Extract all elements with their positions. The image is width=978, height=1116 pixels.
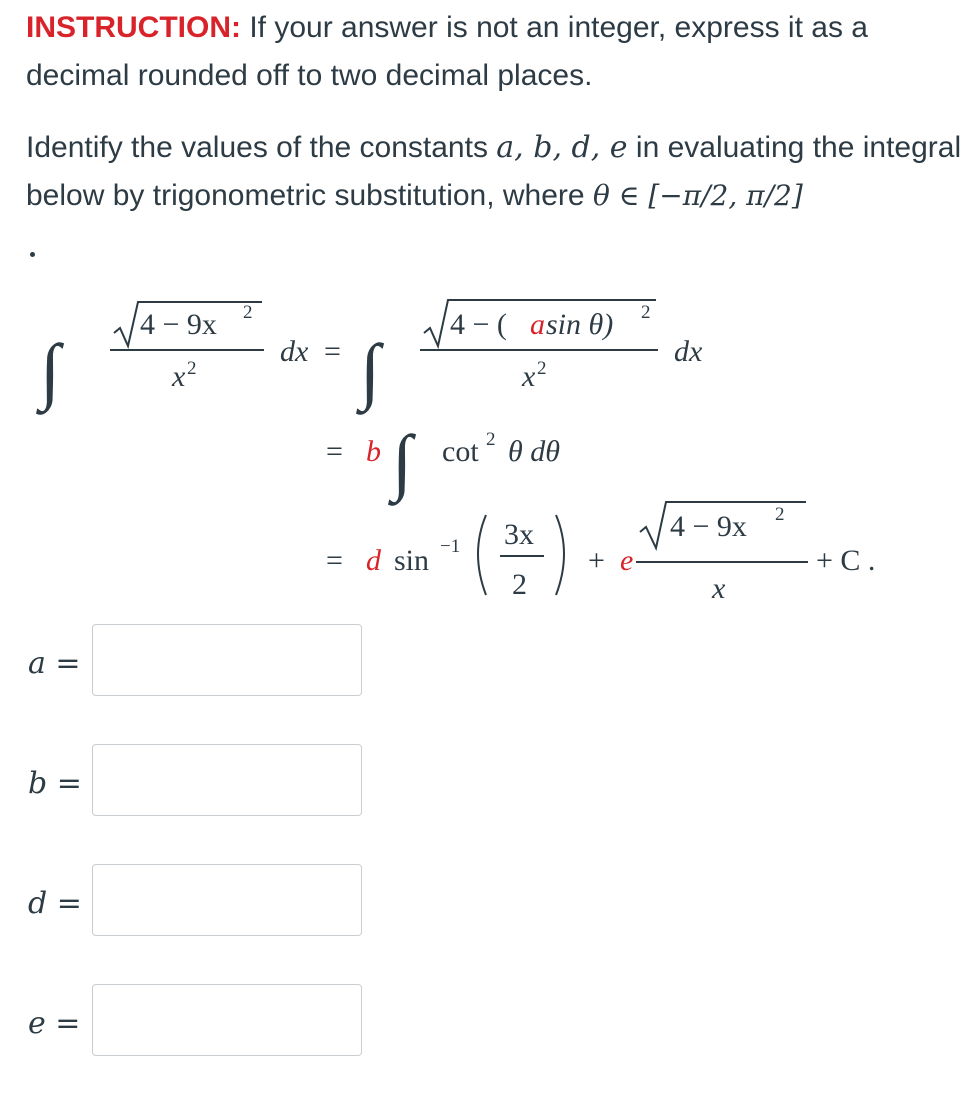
instruction-lead: INSTRUCTION:	[26, 11, 241, 44]
svg-text:x: x	[712, 572, 726, 605]
integral-sign-rhs: ∫	[360, 330, 381, 412]
label-e: e =	[28, 1006, 81, 1041]
svg-text:−1: −1	[440, 536, 461, 557]
svg-text:dx: dx	[674, 335, 703, 368]
instruction-body: If your answer is not an integer, express it as a decimal rounded off to two decimal places.	[26, 11, 868, 92]
lhs-radicand: 4 − 9x	[140, 308, 217, 341]
integral-sign-lhs: ∫	[40, 330, 61, 412]
svg-text:2: 2	[512, 568, 527, 601]
svg-text:4 − 9x: 4 − 9x	[670, 510, 747, 543]
svg-text:2: 2	[537, 358, 547, 379]
answer-input-e[interactable]	[92, 984, 362, 1056]
problem-statement: Identify the values of the constants a, b, d, e in evaluating the integral below by trigonometric substitution, where θ ∈ [−π/2, π/2]	[26, 130, 962, 212]
plus-c: + C .	[816, 544, 876, 577]
lhs-denominator: x	[172, 360, 186, 393]
svg-text:4 − (: 4 − (	[450, 308, 507, 341]
constant-e: e	[620, 544, 634, 577]
integral-sign-2: ∫	[392, 421, 413, 503]
answer-input-d[interactable]	[92, 864, 362, 936]
svg-text:x: x	[522, 360, 536, 393]
constant-d: d	[366, 544, 381, 577]
lhs-dx: dx	[280, 335, 309, 368]
answer-input-a[interactable]	[92, 624, 362, 696]
svg-text:2: 2	[187, 358, 197, 379]
svg-text:=: =	[326, 544, 343, 577]
svg-text:cot: cot	[442, 435, 479, 468]
svg-text:2: 2	[641, 302, 651, 323]
theta-interval: θ ∈ [−π/2, π/2]	[592, 179, 803, 212]
constant-a: a	[530, 308, 545, 341]
constants-list: a, b, d, e	[496, 130, 628, 165]
label-a: a =	[28, 646, 81, 681]
svg-text:2: 2	[486, 429, 496, 450]
svg-text:θ dθ: θ dθ	[508, 435, 560, 468]
svg-text:=: =	[326, 435, 343, 468]
svg-text:sin θ): sin θ)	[546, 308, 614, 341]
answer-input-b[interactable]	[92, 744, 362, 816]
svg-text:=: =	[324, 335, 341, 368]
svg-text:2: 2	[243, 302, 253, 323]
svg-text:+: +	[588, 544, 605, 577]
svg-text:3x: 3x	[504, 518, 534, 551]
label-b: b =	[28, 766, 82, 801]
constant-b: b	[366, 435, 381, 468]
label-d: d =	[28, 886, 82, 921]
svg-text:sin: sin	[394, 544, 430, 577]
svg-text:2: 2	[775, 504, 785, 525]
